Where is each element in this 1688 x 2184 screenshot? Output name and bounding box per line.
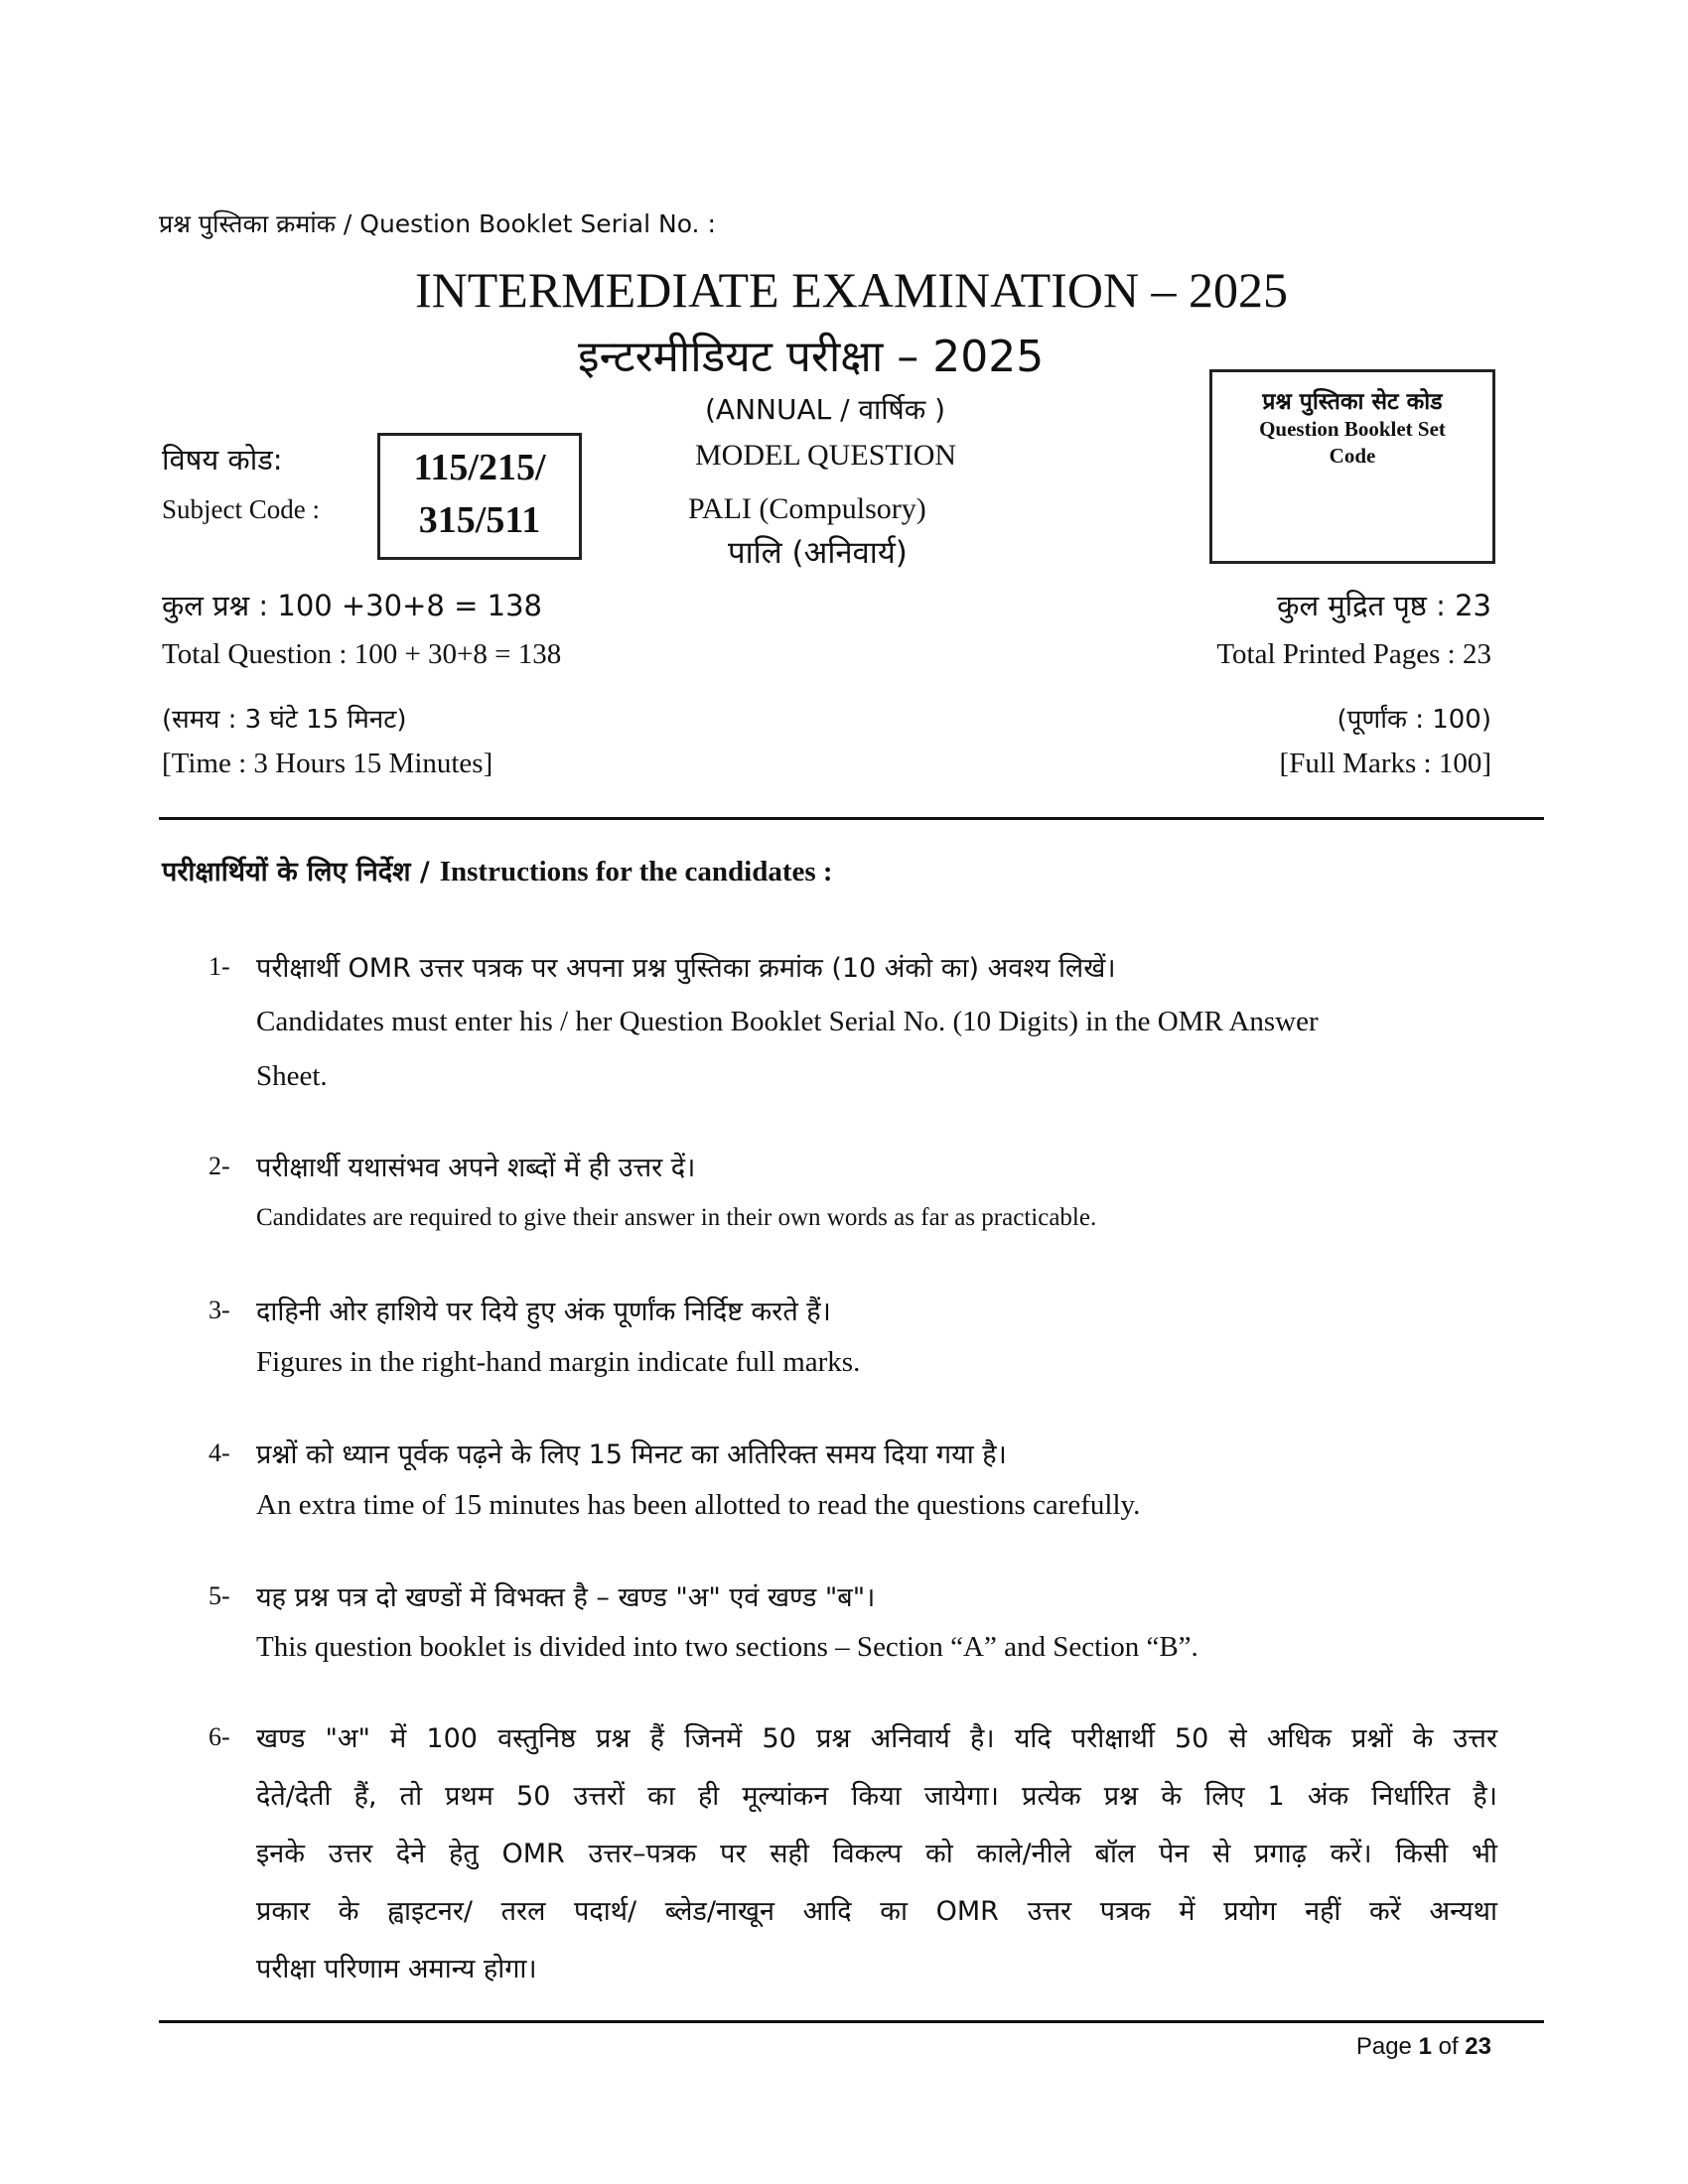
item-2-hi: परीक्षार्थी यथासंभव अपने शब्दों में ही उत्तर दें। (256, 1153, 696, 1183)
item-5-en: This question booklet is divided into two sections – Section “A” and Section “B”. (256, 1631, 1198, 1663)
model-question-label: MODEL QUESTION (695, 439, 957, 472)
page-number: 1 (1418, 2033, 1432, 2060)
subject-code-box (377, 433, 582, 560)
item-1-number: 1- (209, 952, 230, 981)
subject-code-label-en: Subject Code : (162, 494, 320, 524)
total-question-hi: कुल प्रश्न : 100 +30+8 = 138 (162, 589, 542, 622)
item-2-number: 2- (209, 1152, 230, 1180)
item-6-line-4: प्रकार के ह्वाइटनर/ तरल पदार्थ/ ब्लेड/नाखून आदि का OMR उत्तर पत्रक में प्रयोग नहीं करें अन्यथा (256, 1896, 1497, 1927)
serial-label-text: प्रश्न पुस्तिका क्रमांक / Question Booklet Serial No. : (159, 209, 716, 238)
printed-pages-hi: कुल मुद्रित पृष्ठ : 23 (1277, 589, 1491, 622)
subject-code-line-2: 315/511 (418, 499, 541, 541)
item-3-en: Figures in the right-hand margin indicate full marks. (256, 1346, 861, 1378)
exam-title-en: INTERMEDIATE EXAMINATION – 2025 (415, 262, 1289, 318)
printed-pages-en: Total Printed Pages : 23 (1216, 638, 1491, 670)
full-marks-hi: (पूर्णांक : 100) (1336, 705, 1491, 735)
instructions-heading-hi: परीक्षार्थियों के लिए निर्देश / (162, 857, 430, 887)
set-code-en-2: Code (1329, 444, 1376, 468)
page-indicator (1356, 2033, 1491, 2061)
serial-label (159, 206, 716, 240)
total-question-en: Total Question : 100 + 30+8 = 138 (162, 638, 562, 670)
subject-en: PALI (Compulsory) (688, 492, 926, 525)
footer-divider (159, 2020, 1544, 2023)
item-1-en-line-1: Candidates must enter his / her Question Booklet Serial No. (10 Digits) in the OMR Answer (256, 1006, 1319, 1037)
item-1-en-line-2: Sheet. (256, 1060, 328, 1092)
subject-code-label-hi: विषय कोड: (162, 443, 283, 477)
item-6-line-1: खण्ड "अ" में 100 वस्तुनिष्ठ प्रश्न हैं जिनमें 50 प्रश्न अनिवार्य है। यदि परीक्षार्थी 50 से अधिक प्रश्नों के उत्तर (256, 1723, 1497, 1754)
item-6-number: 6- (209, 1722, 230, 1751)
item-5-hi: यह प्रश्न पत्र दो खण्डों में विभक्त है – खण्ड "अ" एवं खण्ड "ब"। (256, 1582, 876, 1613)
subject-hi: पालि (अनिवार्य) (728, 535, 908, 571)
full-marks-en: [Full Marks : 100] (1279, 748, 1491, 779)
item-3-hi: दाहिनी ओर हाशिये पर दिये हुए अंक पूर्णांक निर्दिष्ट करते हैं। (256, 1297, 831, 1327)
item-3-number: 3- (209, 1296, 230, 1324)
set-code-en-1: Question Booklet Set (1259, 417, 1446, 441)
set-code-hi: प्रश्न पुस्तिका सेट कोड (1262, 389, 1443, 415)
item-6-line-3: इनके उत्तर देने हेतु OMR उत्तर–पत्रक पर सही विकल्प को काले/नीले बॉल पेन से प्रगाढ़ करें। किसी भी (256, 1839, 1497, 1869)
page-total: 23 (1465, 2033, 1491, 2060)
page-prefix: Page (1355, 2033, 1412, 2060)
set-code-box (1209, 369, 1495, 564)
item-6-line-2: देते/देती हैं, तो प्रथम 50 उत्तरों का ही मूल्यांकन किया जायेगा। प्रत्येक प्रश्न के लिए 1 अंक निर्धारित है। (256, 1781, 1497, 1812)
page-of: of (1438, 2033, 1459, 2060)
time-en: [Time : 3 Hours 15 Minutes] (162, 748, 493, 779)
instructions-heading-en: Instructions for the candidates : (439, 856, 833, 887)
item-6-line-5: परीक्षा परिणाम अमान्य होगा। (256, 1954, 537, 1984)
item-4-hi: प्रश्नों को ध्यान पूर्वक पढ़ने के लिए 15 मिनट का अतिरिक्त समय दिया गया है। (256, 1439, 1007, 1470)
annual-label: (ANNUAL / वार्षिक ) (705, 393, 946, 426)
item-2-en: Candidates are required to give their answer in their own words as far as practicable. (256, 1204, 1097, 1231)
header-divider (159, 817, 1544, 820)
item-5-number: 5- (209, 1581, 230, 1610)
subject-code-line-1: 115/215/ (413, 447, 546, 488)
time-hi: (समय : 3 घंटे 15 मिनट) (162, 705, 407, 735)
item-1-hi: परीक्षार्थी OMR उत्तर पत्रक पर अपना प्रश्न पुस्तिका क्रमांक (10 अंको का) अवश्य लिखें। (256, 953, 1116, 984)
item-4-en: An extra time of 15 minutes has been allotted to read the questions carefully. (256, 1489, 1141, 1521)
item-4-number: 4- (209, 1438, 230, 1467)
exam-title-hi: इन्टरमीडियट परीक्षा – 2025 (578, 332, 1045, 382)
instructions-heading (162, 852, 833, 888)
